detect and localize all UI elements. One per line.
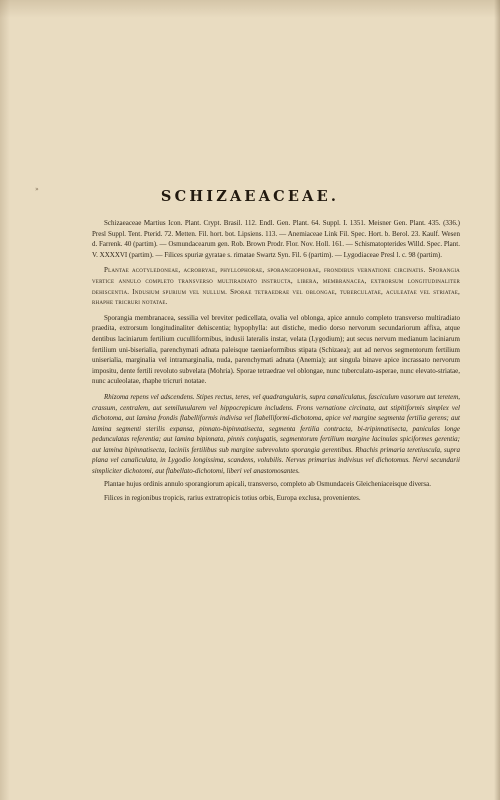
- description-paragraph: Sporangia membranacea, sessilia vel breviter pedicellata, ovalia vel oblonga, apice annulo completo transverso multiradiato praedita, extrorsum longitudinaliter dehiscentia; hypophylla: aut distiche, medio dorso nervorum secundariorum affixa, atque dentibus laciniarum fertilium cuculliformibus, indusii lateralis instar, velata (Lygodium); aut secus nervum medianum laciniarum fertilium uni-biserialia, parenchymati adnata paleisque taeniaeformibus stipata (Schizaea); aut ad nervos segmentorum fertilium uniserialia, marginalia vel intramarginalia, nuda, parenchymati adnata (Anemia); aut singula binave apice incrassato nervorum impositu, dente fertili revoluto subvelata (Mohria). Sporae tetraedrae vel oblongae, nunc tuberculato-asperae, nunc elevato-striatae, nunc aculeolatae, rhaphe tricruri notatae.: [92, 313, 460, 386]
- page-title: SCHIZAEACEAE.: [160, 188, 340, 205]
- diagnosis-paragraph: Plantae acotyledoneae, acrobryae, phyllophorae, sporangiophorae, frondibus vernatione circinatis. Sporangia vertice annulo completo transverso multiradiato instructa, libera, membranacea, extrorsum longitudinaliter dehiscentia. Indusium spurium vel nullum. Sporae tetraedrae vel oblongae, tuberculatae, aculeatae vel striatae, rhaphe tricruri notatae.: [92, 266, 460, 307]
- page-shadow-top: [0, 0, 500, 18]
- page-shadow-right: [494, 0, 500, 800]
- page-body: [92, 218, 460, 508]
- synonymy-paragraph: Schizaeaceae Martius Icon. Plant. Crypt. Brasil. 112. Endl. Gen. Plant. 64. Suppl. I. 1351. Meisner Gen. Plant. 435. (336.) Presl Suppl. Tent. Pterid. 72. Metten. Fil. hort. bot. Lipsiens. 113. — Anemiaceae Link Fil. Spec. Hort. b. Berol. 23. Kaulf. Wesen d. Farrenk. 40 (partim). — Osmundacearum gen. Rob. Brown Prodr. Flor. Nov. Holl. 161. — Schismatopterides Willd. Spec. Plant. V. XXXXVI (partim). — Filices spuriæ gyratae s. rimatae Swartz Syn. Fil. 6 (partim). — Lygodiaceae Presl l. c. 98 (partim).: [92, 219, 460, 259]
- distribution-paragraph: Filices in regionibus tropicis, rarius extratropicis totius orbis, Europa exclusa, provenientes.: [104, 494, 361, 503]
- morphology-paragraph: Rhizoma repens vel adscendens. Stipes rectus, teres, vel quadrangularis, supra canaliculatus, fasciculum vasorum aut teretem, crassum, centralem, aut semilunularem vel hippocrepicum includens. Frons vernatione circinata, aut stipitiformis simplex vel dichotoma, aut lamina frondis flabelliformis indivisa vel flabelliformi-dichotoma, apice vel margine segmenta fertilia gerens; aut lamina segmenti sterilis expansa, pinnato-bipinnatisecta, segmenta fertilia contracta, bi-tripinnatisecta, paniculas longe pedunculatas referentia; aut lamina bipinnata, pinnis conjugatis, segmentorum fertilium margine lacinulas spiciformes gerentia; aut lamina bipinnatisecta, laciniis fertilibus sub margine subrevoluto sporangia gerentibus. Rhachis primaria teretiuscula, supra plana vel canaliculata, in Lygodio longissima, scandens, volubilis. Nervus primarius indivisus vel dichotomus. Nervi secundarii simpliciter dichotomi, aut flabellato-dichotomi, liberi vel anastomosantes.: [92, 392, 460, 476]
- stray-mark: »: [35, 186, 39, 193]
- affinity-paragraph: Plantae hujus ordinis annulo sporangiorum apicali, transverso, completo ab Osmundaceis Gleicheniaceisque diversa.: [104, 479, 431, 488]
- page-shadow-left: [0, 0, 10, 800]
